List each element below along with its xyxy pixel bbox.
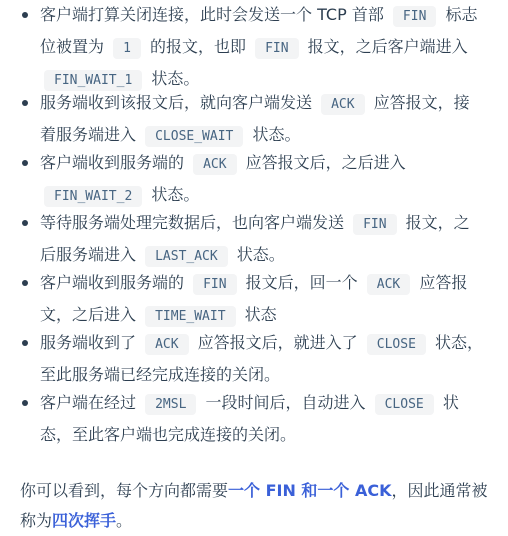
step-text: 客户端打算关闭连接，此时会发送一个 TCP 首部 [40, 5, 389, 24]
step-text: 状态。 [146, 69, 200, 88]
step-text: 客户端在经过 [40, 393, 142, 412]
inline-code: ACK [367, 274, 410, 295]
step-item [0, 148, 508, 212]
step-text: 应答报文，接着服务端进入 [40, 93, 470, 144]
step-text: 的报文，也即 [144, 37, 252, 56]
bullet-icon [22, 160, 28, 166]
step-text: 应答报文，之后进入 [40, 273, 468, 324]
bullet-icon [22, 340, 28, 346]
step-text: 状态。 [231, 245, 285, 264]
step-text: 报文后，回一个 [240, 273, 363, 292]
step-text: 服务端收到该报文后，就向客户端发送 [40, 93, 318, 112]
step-text: 应答报文后，之后进入 [240, 153, 406, 172]
summary-highlight-fin-ack: 一个 FIN 和一个 ACK [228, 481, 392, 500]
step-text: 应答报文后，就进入了 [192, 333, 363, 352]
inline-code: ACK [321, 94, 364, 115]
step-text: 报文，之后客户端进入 [302, 37, 468, 56]
step-text: 状态。 [247, 125, 301, 144]
inline-code: FIN [193, 274, 236, 295]
step-text: 客户端收到服务端的 [40, 273, 190, 292]
inline-code: ACK [193, 154, 236, 175]
step-text: 等待服务端处理完数据后，也向客户端发送 [40, 213, 350, 232]
step-text: 状态。 [146, 185, 200, 204]
inline-code: FIN [353, 214, 396, 235]
summary-highlight-four-way: 四次挥手 [52, 511, 117, 530]
inline-code: FIN_WAIT_1 [44, 70, 142, 91]
bullet-icon [22, 100, 28, 106]
summary-text-1: 你可以看到，每个方向都需要 [20, 481, 229, 500]
step-text: 服务端收到了 [40, 333, 142, 352]
inline-code: 1 [113, 38, 141, 59]
step-text: 状态，至此服务端已经完成连接的关闭。 [40, 333, 483, 384]
inline-code: CLOSE [375, 394, 434, 415]
step-item [0, 268, 508, 332]
inline-code: LAST_ACK [145, 246, 228, 267]
step-item [0, 0, 508, 96]
bullet-icon [22, 12, 28, 18]
bullet-icon [22, 280, 28, 286]
inline-code: FIN_WAIT_2 [44, 186, 142, 207]
step-text: 状态 [239, 305, 277, 324]
step-text: 客户端收到服务端的 [40, 153, 190, 172]
summary-paragraph [20, 476, 490, 536]
inline-code: FIN [393, 6, 436, 27]
summary-text-3: 。 [116, 511, 133, 530]
inline-code: FIN [255, 38, 298, 59]
step-text: 报文，之后服务端进入 [40, 213, 470, 264]
bullet-icon [22, 220, 28, 226]
step-item [0, 328, 508, 390]
inline-code: TIME_WAIT [145, 306, 235, 327]
inline-code: CLOSE_WAIT [145, 126, 243, 147]
step-item [0, 208, 508, 272]
inline-code: 2MSL [145, 394, 196, 415]
step-item [0, 88, 508, 152]
step-text: 状态，至此客户端也完成连接的关闭。 [40, 393, 459, 444]
inline-code: CLOSE [367, 334, 426, 355]
step-text: 一段时间后，自动进入 [200, 393, 371, 412]
step-text: 标志位被置为 [40, 5, 478, 56]
bullet-icon [22, 400, 28, 406]
inline-code: ACK [145, 334, 188, 355]
step-item [0, 388, 508, 450]
summary-text-2: ，因此通常被称为 [20, 481, 488, 530]
